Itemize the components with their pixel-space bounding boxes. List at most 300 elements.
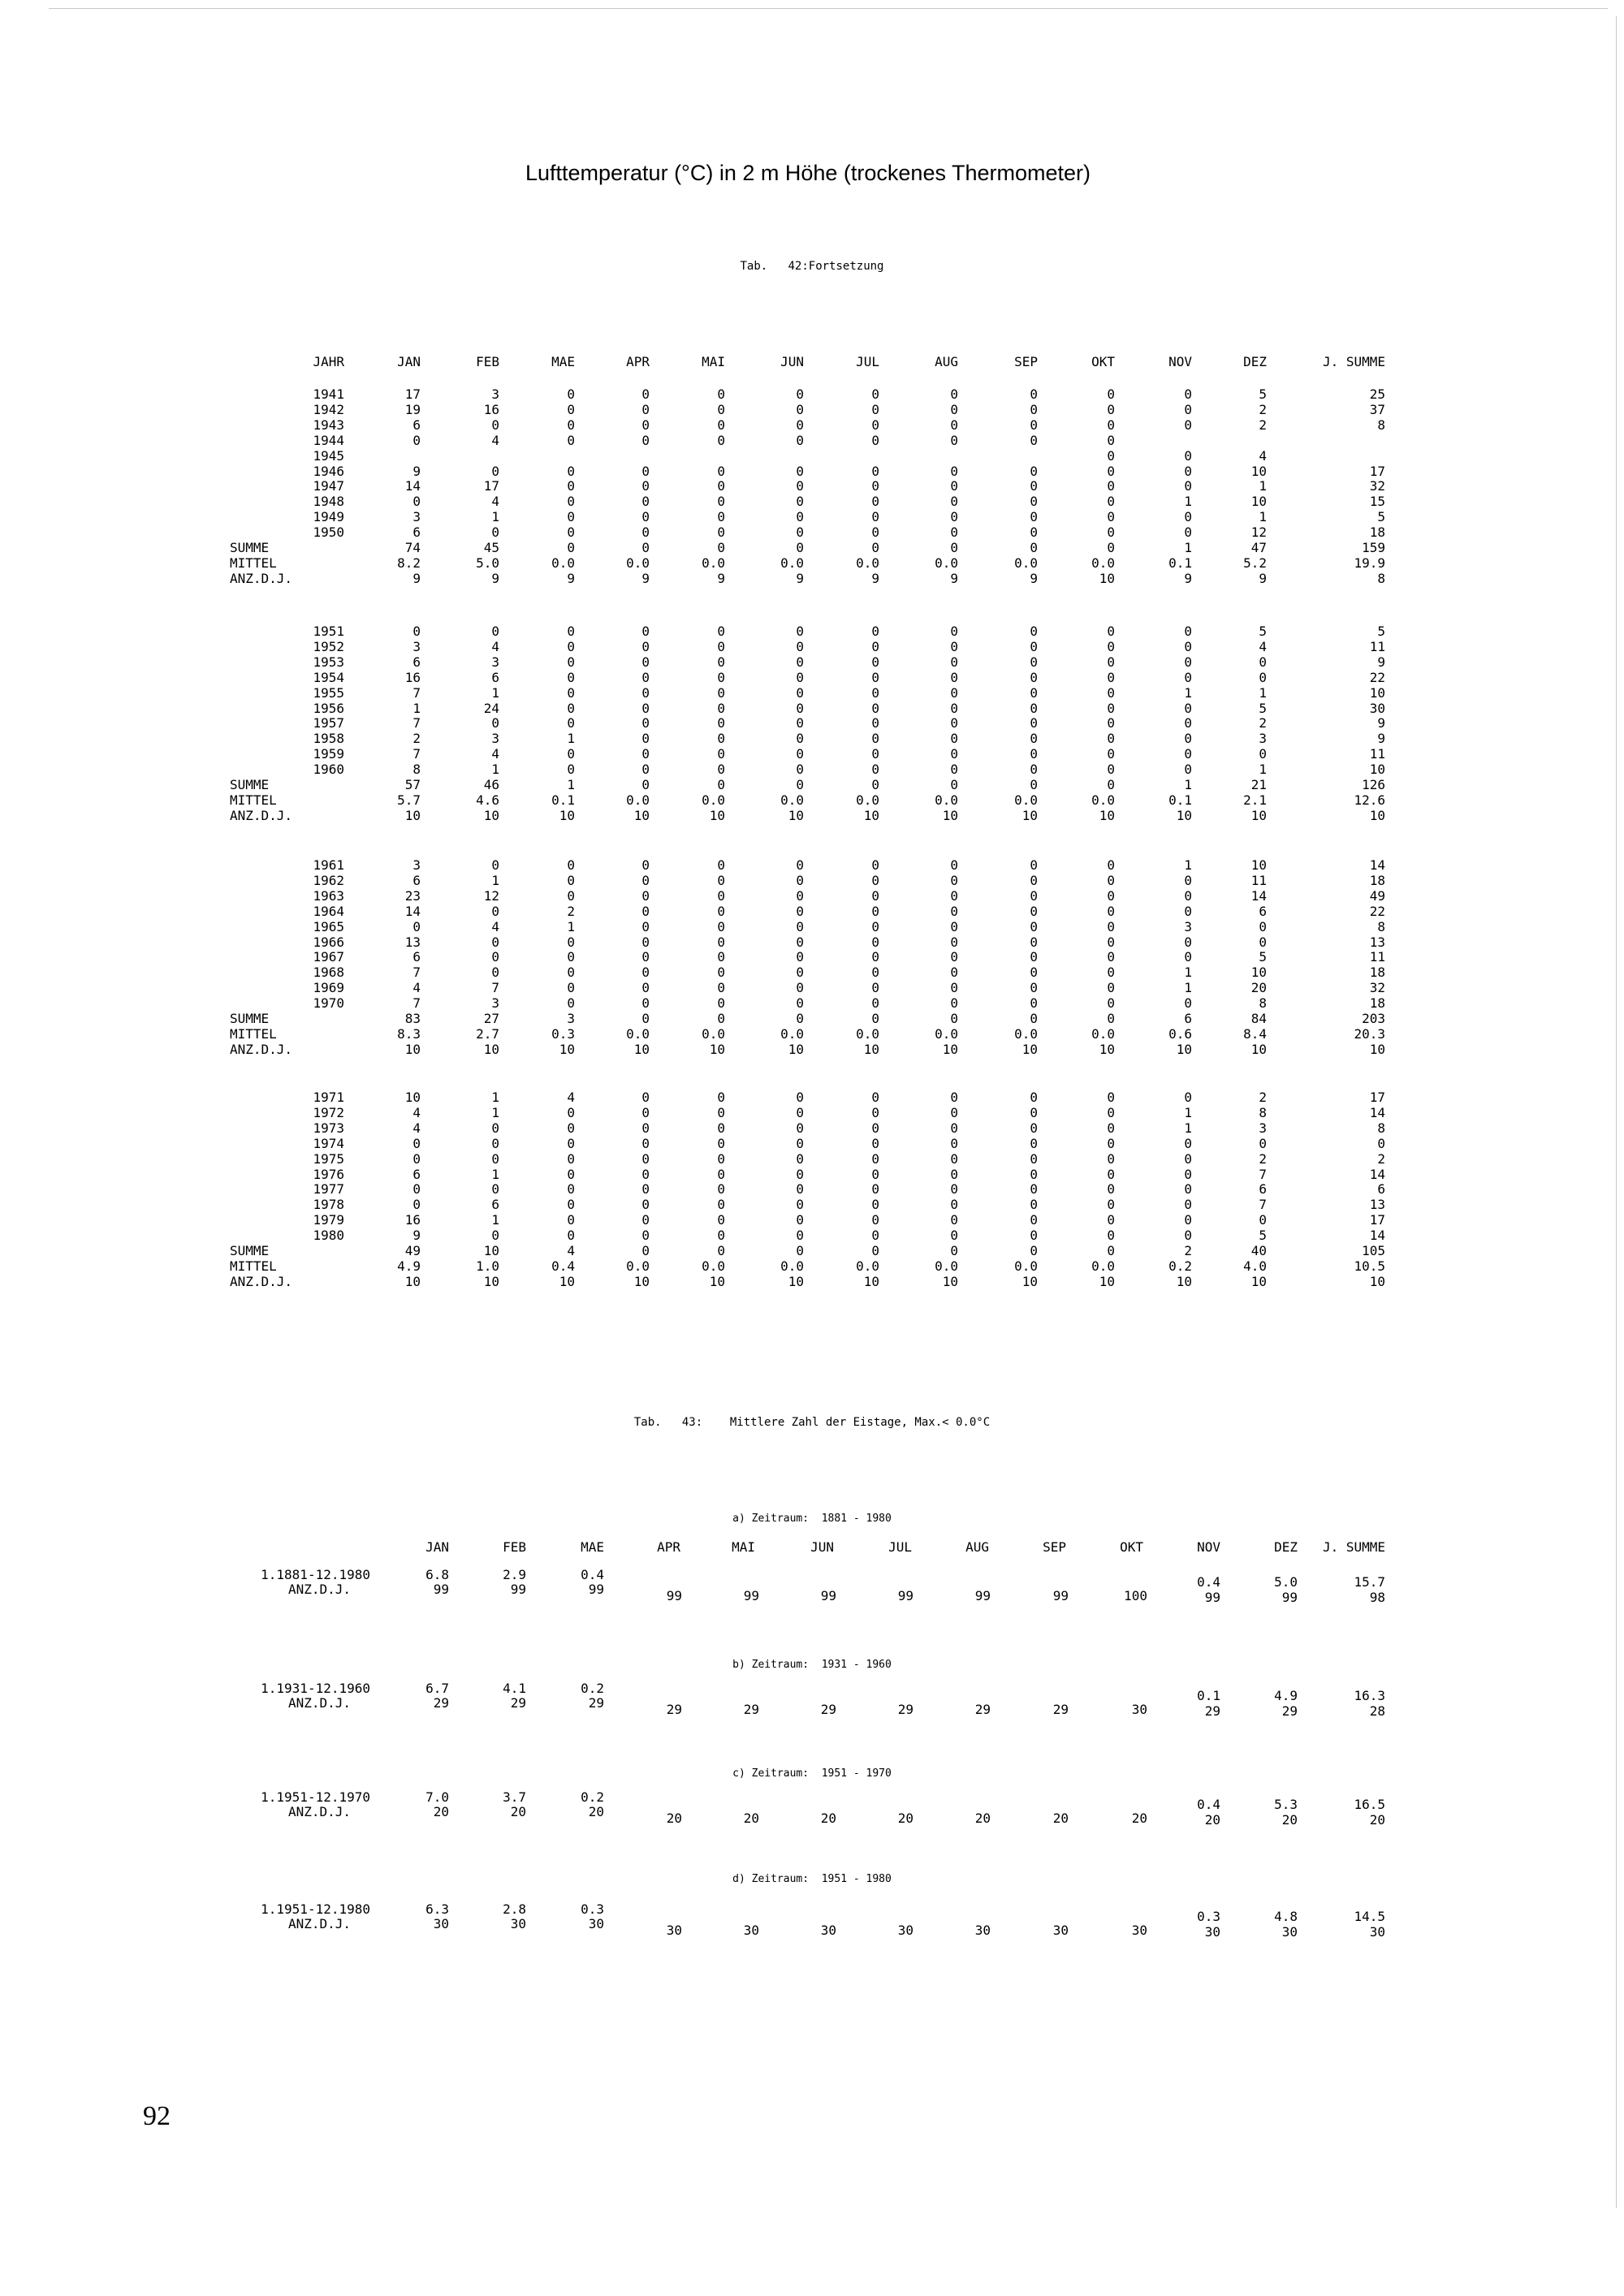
table-42-value-cell: 6: [1259, 903, 1267, 919]
table-42-value-cell: 0: [717, 746, 725, 762]
table-42-year-cell: 1962: [313, 872, 344, 888]
table-42-value-cell: 0: [1259, 654, 1267, 670]
table-42-summary-cell: 0.0: [935, 555, 958, 571]
table-42-value-cell: 0: [871, 386, 879, 402]
table-42-value-cell: 0: [1030, 386, 1038, 402]
table-42-value-cell: 0: [1107, 524, 1115, 541]
table-42-summary-cell: 0: [871, 777, 879, 792]
table-42-value-cell: 0: [1107, 887, 1115, 904]
table-42-column-header: JAHR: [313, 354, 344, 369]
table-42-value-cell: 0: [641, 1212, 650, 1228]
table-42-value-cell: 0: [1030, 1090, 1038, 1105]
table-42-value-cell: 0: [871, 669, 879, 685]
table-42-summary-cell: 1: [567, 777, 575, 792]
table-42-value-cell: 0: [1107, 432, 1115, 448]
table-42-value-cell: 0: [871, 654, 879, 670]
table-42-value-cell: 0: [491, 463, 499, 479]
table-42-year-cell: 1959: [313, 746, 344, 762]
table-42-value-cell: 0: [1030, 965, 1038, 981]
table-42-value-cell: 0: [717, 980, 725, 996]
table-42-summary-label: ANZ.D.J.: [230, 570, 293, 586]
table-42-summary-cell: 10: [1250, 807, 1267, 823]
table-42-value-cell: 0: [1030, 934, 1038, 950]
table-42-value-cell: 0: [641, 494, 650, 510]
table-42-summary-cell: 0.0: [1014, 1025, 1038, 1042]
table-42-value-cell: 0: [717, 872, 725, 888]
table-42-value-cell: 0: [717, 494, 725, 510]
table-42-value-cell: 0: [1030, 463, 1038, 479]
table-42-value-cell: 0: [1030, 1166, 1038, 1182]
table-42-value-cell: 0: [717, 684, 725, 701]
table-42-summary-cell: 0: [796, 1011, 804, 1026]
table-42-value-cell: 0: [567, 1120, 575, 1136]
table-42-summary-cell: 10: [1021, 1041, 1038, 1057]
table-43-years-count: 29: [1052, 1702, 1069, 1717]
table-42-value-cell: 0: [641, 934, 650, 950]
table-42-value-cell: 0: [871, 524, 879, 541]
table-42-value-cell: 0: [1030, 684, 1038, 701]
table-42-value-cell: 0: [950, 715, 958, 732]
table-42-value-cell: 0: [871, 918, 879, 934]
table-42-value-cell: 0: [1184, 1197, 1192, 1213]
table-42-year-cell: 1944: [313, 432, 344, 448]
table-43-years-count: 20: [974, 1810, 991, 1826]
table-43-mean-value: 0.2: [581, 1681, 604, 1696]
table-42-summary-cell: 0.1: [1168, 555, 1192, 571]
table-42-value-cell: 0: [796, 524, 804, 541]
table-42-value-cell: 10: [1250, 857, 1267, 873]
table-42-value-cell: 0: [567, 934, 575, 950]
table-42-summary-cell: 0: [871, 1243, 879, 1258]
table-42-summary-cell: 203: [1362, 1011, 1385, 1026]
table-42-summary-cell: 126: [1362, 777, 1385, 792]
table-42-value-cell: 0: [1030, 1228, 1038, 1244]
table-42-value-cell: 0: [871, 432, 879, 448]
table-43-period-label: 1.1951-12.1980: [261, 1901, 370, 1917]
table-42-value-cell: 0: [1107, 762, 1115, 778]
table-42-value-cell: 0: [950, 995, 958, 1012]
table-42-summary-cell: 0.0: [935, 792, 958, 808]
table-42-column-header: NOV: [1168, 354, 1192, 369]
table-42-value-cell: 0: [567, 494, 575, 510]
table-43-period-label: 1.1881-12.1980: [261, 1567, 370, 1582]
table-42-summary-cell: 0.0: [856, 555, 879, 571]
table-42-value-cell: 0: [1107, 1150, 1115, 1167]
table-42-value-cell: 0: [796, 509, 804, 525]
table-42-value-cell: 0: [641, 965, 650, 981]
table-42-value-cell: 0: [717, 949, 725, 965]
table-42-value-cell: 2: [1377, 1150, 1385, 1167]
table-43-mean-value: 3.7: [503, 1789, 526, 1805]
table-42-summary-cell: 0.0: [551, 555, 575, 571]
table-42-value-cell: 0: [871, 416, 879, 433]
table-43-years-count: 99: [1281, 1590, 1298, 1605]
table-43-period-caption: a) Zeitraum: 1881 - 1980: [732, 1513, 892, 1525]
table-43-mean-value: 6.3: [425, 1901, 449, 1917]
table-42-value-cell: 0: [717, 638, 725, 654]
table-42-summary-cell: 45: [483, 540, 499, 555]
table-42-summary-cell: 2.7: [476, 1025, 499, 1042]
table-42-year-cell: 1953: [313, 654, 344, 670]
table-42-summary-cell: 9: [950, 570, 958, 586]
table-42-summary-cell: 2.1: [1243, 792, 1267, 808]
table-42-value-cell: 6: [1259, 1181, 1267, 1198]
table-42-value-cell: 0: [1030, 654, 1038, 670]
table-42-value-cell: 0: [491, 1120, 499, 1136]
table-43-years-count: 29: [743, 1702, 759, 1717]
table-42-summary-cell: 10: [483, 807, 499, 823]
table-42-value-cell: 0: [641, 1181, 650, 1198]
table-42-year-cell: 1955: [313, 684, 344, 701]
table-42-value-cell: 0: [796, 1090, 804, 1105]
table-42-value-cell: 0: [950, 949, 958, 965]
table-42-summary-cell: 3: [567, 1011, 575, 1026]
table-42-summary-cell: 0.0: [702, 792, 725, 808]
table-42-value-cell: 0: [1030, 401, 1038, 417]
table-42-value-cell: 0: [1030, 1120, 1038, 1136]
table-42-summary-cell: 9: [1259, 570, 1267, 586]
table-42-value-cell: 0: [1259, 1135, 1267, 1151]
table-42-value-cell: 0: [1107, 965, 1115, 981]
table-42-value-cell: 0: [567, 684, 575, 701]
table-43-mean-value: 0.4: [581, 1567, 604, 1582]
table-43-years-count: 20: [433, 1804, 449, 1819]
table-42-value-cell: 5: [1259, 1228, 1267, 1244]
table-43-period-caption: b) Zeitraum: 1931 - 1960: [732, 1659, 892, 1671]
table-42-value-cell: 0: [1259, 934, 1267, 950]
table-42-summary-cell: 9: [491, 570, 499, 586]
table-42-value-cell: 0: [567, 416, 575, 433]
table-42-value-cell: 0: [1030, 624, 1038, 639]
table-42-value-cell: 0: [1030, 949, 1038, 965]
table-42-value-cell: 0: [717, 1212, 725, 1228]
table-42-summary-cell: 10: [483, 1273, 499, 1289]
table-42-value-cell: 1: [1259, 478, 1267, 494]
table-42-value-cell: 9: [1377, 731, 1385, 747]
table-42-value-cell: 0: [1107, 463, 1115, 479]
table-42-value-cell: 0: [950, 980, 958, 996]
table-42-summary-cell: 0: [1030, 540, 1038, 555]
table-42-value-cell: 0: [871, 684, 879, 701]
table-42-value-cell: 0: [950, 638, 958, 654]
table-42-value-cell: 0: [1184, 887, 1192, 904]
table-42-value-cell: 0: [567, 401, 575, 417]
table-42-value-cell: 5: [1377, 624, 1385, 639]
table-42-value-cell: 0: [796, 416, 804, 433]
table-42-value-cell: 0: [871, 1090, 879, 1105]
table-42-value-cell: 30: [1369, 700, 1385, 716]
table-42-value-cell: 7: [1259, 1197, 1267, 1213]
table-42-value-cell: 14: [1369, 1104, 1385, 1120]
table-42-value-cell: 5: [1259, 386, 1267, 402]
table-42-summary-cell: 10: [863, 1041, 879, 1057]
table-42-summary-cell: 21: [1250, 777, 1267, 792]
table-42-value-cell: 0: [1107, 746, 1115, 762]
table-42-value-cell: 10: [1250, 965, 1267, 981]
table-42-summary-cell: 10: [404, 1273, 421, 1289]
table-42-value-cell: 0: [1107, 684, 1115, 701]
table-42-value-cell: 0: [871, 638, 879, 654]
table-42-value-cell: 0: [567, 624, 575, 639]
table-42-value-cell: 32: [1369, 478, 1385, 494]
table-43-years-count: 20: [743, 1810, 759, 1826]
table-42-value-cell: 11: [1369, 746, 1385, 762]
table-42-summary-cell: 0: [871, 1011, 879, 1026]
table-43-years-count: 30: [666, 1923, 682, 1938]
table-42-value-cell: 0: [950, 684, 958, 701]
table-42-value-cell: 1: [1184, 1104, 1192, 1120]
table-42-value-cell: 0: [1184, 949, 1192, 965]
table-42-value-cell: 0: [950, 731, 958, 747]
table-42-value-cell: 0: [950, 965, 958, 981]
table-42-value-cell: 0: [950, 1181, 958, 1198]
table-42-value-cell: 0: [796, 949, 804, 965]
table-42-value-cell: 0: [1184, 524, 1192, 541]
table-42-value-cell: 0: [871, 903, 879, 919]
table-42-value-cell: 0: [796, 700, 804, 716]
table-42-value-cell: 0: [641, 715, 650, 732]
table-42-value-cell: 0: [796, 478, 804, 494]
table-42-value-cell: 0: [567, 386, 575, 402]
table-42-value-cell: 10: [1369, 684, 1385, 701]
table-43-years-label: ANZ.D.J.: [287, 1804, 351, 1819]
table-43-years-count: 99: [510, 1582, 526, 1597]
table-42-summary-cell: 0.0: [1091, 1025, 1115, 1042]
table-42-value-cell: 0: [871, 494, 879, 510]
table-42-summary-cell: 0.0: [856, 1258, 879, 1274]
table-42-value-cell: 6: [412, 416, 421, 433]
table-42-value-cell: 0: [412, 1150, 421, 1167]
table-42-value-cell: 0: [491, 1135, 499, 1151]
table-42-value-cell: 0: [641, 463, 650, 479]
table-42-value-cell: 0: [717, 918, 725, 934]
table-42-value-cell: 0: [1184, 715, 1192, 732]
table-42-summary-cell: 47: [1250, 540, 1267, 555]
table-42-value-cell: 4: [491, 494, 499, 510]
table-42-value-cell: 0: [796, 918, 804, 934]
table-43-years-count: 99: [820, 1588, 836, 1603]
table-42-value-cell: 0: [1107, 1166, 1115, 1182]
table-42-summary-cell: 8.2: [397, 555, 421, 571]
table-42-summary-cell: 0.0: [626, 1025, 650, 1042]
table-42-value-cell: 0: [1107, 401, 1115, 417]
table-42-value-cell: 0: [1184, 463, 1192, 479]
table-42-value-cell: 0: [491, 965, 499, 981]
table-42-value-cell: 1: [412, 700, 421, 716]
table-42-value-cell: 3: [412, 509, 421, 525]
table-42-value-cell: 0: [1259, 918, 1267, 934]
table-42-summary-cell: 10: [788, 807, 804, 823]
table-42-summary-cell: 0.3: [551, 1025, 575, 1042]
table-42-value-cell: 0: [1259, 669, 1267, 685]
table-42-year-cell: 1978: [313, 1197, 344, 1213]
table-42-value-cell: 14: [1369, 857, 1385, 873]
table-42-value-cell: 0: [717, 1104, 725, 1120]
table-42-value-cell: 0: [1259, 1212, 1267, 1228]
table-43-column-header: NOV: [1197, 1539, 1220, 1555]
table-43-years-count: 99: [433, 1582, 449, 1597]
table-42-value-cell: 0: [717, 995, 725, 1012]
table-42-value-cell: 22: [1369, 669, 1385, 685]
table-42-value-cell: 20: [1250, 980, 1267, 996]
table-42-value-cell: 15: [1369, 494, 1385, 510]
table-42-summary-cell: 0.0: [780, 1258, 804, 1274]
table-42-value-cell: 0: [950, 669, 958, 685]
table-43-years-count: 20: [897, 1810, 914, 1826]
table-42-value-cell: 4: [491, 746, 499, 762]
table-42-year-cell: 1943: [313, 416, 344, 433]
table-42-value-cell: 0: [950, 872, 958, 888]
table-42-year-cell: 1954: [313, 669, 344, 685]
table-42-value-cell: 1: [567, 918, 575, 934]
table-43-mean-value: 0.2: [581, 1789, 604, 1805]
table-42-value-cell: 0: [641, 995, 650, 1012]
table-43-years-count: 20: [1052, 1810, 1069, 1826]
table-42-year-cell: 1941: [313, 386, 344, 402]
table-42-value-cell: 9: [412, 463, 421, 479]
table-42-value-cell: 0: [641, 918, 650, 934]
table-42-value-cell: 2: [1259, 715, 1267, 732]
table-42-value-cell: 0: [1184, 624, 1192, 639]
table-42-summary-cell: 0: [796, 777, 804, 792]
table-42-summary-cell: 0.0: [702, 1025, 725, 1042]
table-43-years-count: 20: [1204, 1812, 1220, 1828]
table-42-value-cell: 0: [1184, 654, 1192, 670]
table-42-value-cell: 11: [1250, 872, 1267, 888]
table-42-value-cell: 5: [1377, 509, 1385, 525]
table-42-column-header: AUG: [935, 354, 958, 369]
table-43-years-count: 20: [666, 1810, 682, 1826]
table-43-column-header: DEZ: [1274, 1539, 1298, 1555]
table-42-value-cell: 0: [871, 1135, 879, 1151]
table-42-value-cell: 14: [404, 903, 421, 919]
table-42-value-cell: 7: [412, 684, 421, 701]
table-42-value-cell: 17: [1369, 1090, 1385, 1105]
table-42-value-cell: 0: [1184, 386, 1192, 402]
table-42-value-cell: 0: [1030, 638, 1038, 654]
table-42-value-cell: 0: [1107, 1181, 1115, 1198]
table-42-summary-cell: 0.0: [780, 555, 804, 571]
table-42-summary-cell: 10: [942, 807, 958, 823]
table-42-year-cell: 1974: [313, 1135, 344, 1151]
table-42-value-cell: 0: [1030, 746, 1038, 762]
table-42-summary-cell: 10: [559, 1273, 575, 1289]
table-42-value-cell: 6: [491, 669, 499, 685]
table-42-value-cell: 10: [404, 1090, 421, 1105]
table-42-year-cell: 1969: [313, 980, 344, 996]
table-42-value-cell: 0: [1184, 416, 1192, 433]
table-42-value-cell: 0: [950, 918, 958, 934]
table-42-summary-cell: 10: [559, 807, 575, 823]
table-42-value-cell: 0: [1030, 1104, 1038, 1120]
table-42-value-cell: 10: [1250, 463, 1267, 479]
table-42-value-cell: 0: [717, 654, 725, 670]
table-42-value-cell: 0: [950, 524, 958, 541]
table-42-value-cell: 0: [412, 918, 421, 934]
table-42-year-cell: 1963: [313, 887, 344, 904]
table-42-year-cell: 1973: [313, 1120, 344, 1136]
table-42-value-cell: 0: [950, 494, 958, 510]
table-42-value-cell: 1: [1259, 684, 1267, 701]
table-42-summary-cell: 10: [1369, 1041, 1385, 1057]
table-42-summary-cell: 10: [1176, 807, 1192, 823]
table-42-value-cell: 0: [950, 432, 958, 448]
table-42-value-cell: 0: [641, 509, 650, 525]
table-42-value-cell: 0: [491, 524, 499, 541]
table-42-summary-label: SUMME: [230, 1011, 270, 1026]
table-42-value-cell: 0: [796, 1197, 804, 1213]
table-42-column-header: SEP: [1014, 354, 1038, 369]
table-42-value-cell: 12: [1250, 524, 1267, 541]
table-42-value-cell: 0: [1184, 1212, 1192, 1228]
table-42-value-cell: 0: [1184, 509, 1192, 525]
table-42-summary-cell: 19.9: [1354, 555, 1385, 571]
table-42-value-cell: 0: [641, 386, 650, 402]
table-42-value-cell: 0: [796, 746, 804, 762]
table-43-years-count: 99: [588, 1582, 604, 1597]
table-42-summary-cell: 10: [1021, 807, 1038, 823]
table-42-value-cell: 4: [412, 1120, 421, 1136]
table-42-value-cell: 0: [950, 700, 958, 716]
table-42-value-cell: 14: [1369, 1166, 1385, 1182]
table-42-value-cell: 9: [1377, 715, 1385, 732]
table-42-value-cell: 0: [1184, 669, 1192, 685]
table-42-summary-cell: 9: [641, 570, 650, 586]
table-42-value-cell: 0: [717, 1135, 725, 1151]
table-42-value-cell: 0: [871, 478, 879, 494]
table-42-value-cell: 0: [641, 980, 650, 996]
table-42-summary-cell: 0.0: [1014, 792, 1038, 808]
table-42-value-cell: 0: [796, 669, 804, 685]
table-42-value-cell: 0: [717, 478, 725, 494]
table-42-value-cell: 7: [412, 965, 421, 981]
table-42-value-cell: 0: [641, 669, 650, 685]
table-42-value-cell: 0: [412, 432, 421, 448]
table-42-summary-cell: 10: [942, 1273, 958, 1289]
table-42-summary-cell: 10: [942, 1041, 958, 1057]
table-42-value-cell: 9: [1377, 654, 1385, 670]
table-42-value-cell: 0: [871, 857, 879, 873]
table-42-value-cell: 0: [871, 872, 879, 888]
table-42-value-cell: 0: [1107, 715, 1115, 732]
table-42-value-cell: 0: [641, 654, 650, 670]
table-42-summary-cell: 10: [404, 1041, 421, 1057]
table-42-value-cell: 3: [491, 654, 499, 670]
table-42-value-cell: 0: [1030, 731, 1038, 747]
table-42-value-cell: 0: [1030, 903, 1038, 919]
table-42-value-cell: 0: [567, 857, 575, 873]
table-42-value-cell: 0: [641, 524, 650, 541]
table-42-value-cell: 0: [641, 700, 650, 716]
table-43-years-count: 29: [1281, 1703, 1298, 1719]
table-42-year-cell: 1960: [313, 762, 344, 778]
table-42-value-cell: 0: [641, 903, 650, 919]
table-42-summary-cell: 0: [1107, 777, 1115, 792]
table-42-column-header: FEB: [476, 354, 499, 369]
table-42-summary-cell: 0.0: [702, 555, 725, 571]
table-42-summary-cell: 10: [404, 807, 421, 823]
table-42-value-cell: 0: [796, 715, 804, 732]
table-42-value-cell: 0: [871, 746, 879, 762]
table-42-value-cell: 32: [1369, 980, 1385, 996]
table-42-value-cell: 0: [491, 715, 499, 732]
table-42-value-cell: 11: [1369, 638, 1385, 654]
table-43-period-label: 1.1931-12.1960: [261, 1681, 370, 1696]
table-42-value-cell: 0: [641, 624, 650, 639]
table-42-value-cell: 4: [491, 432, 499, 448]
table-42-value-cell: 0: [1030, 1212, 1038, 1228]
table-42-value-cell: 0: [1030, 700, 1038, 716]
